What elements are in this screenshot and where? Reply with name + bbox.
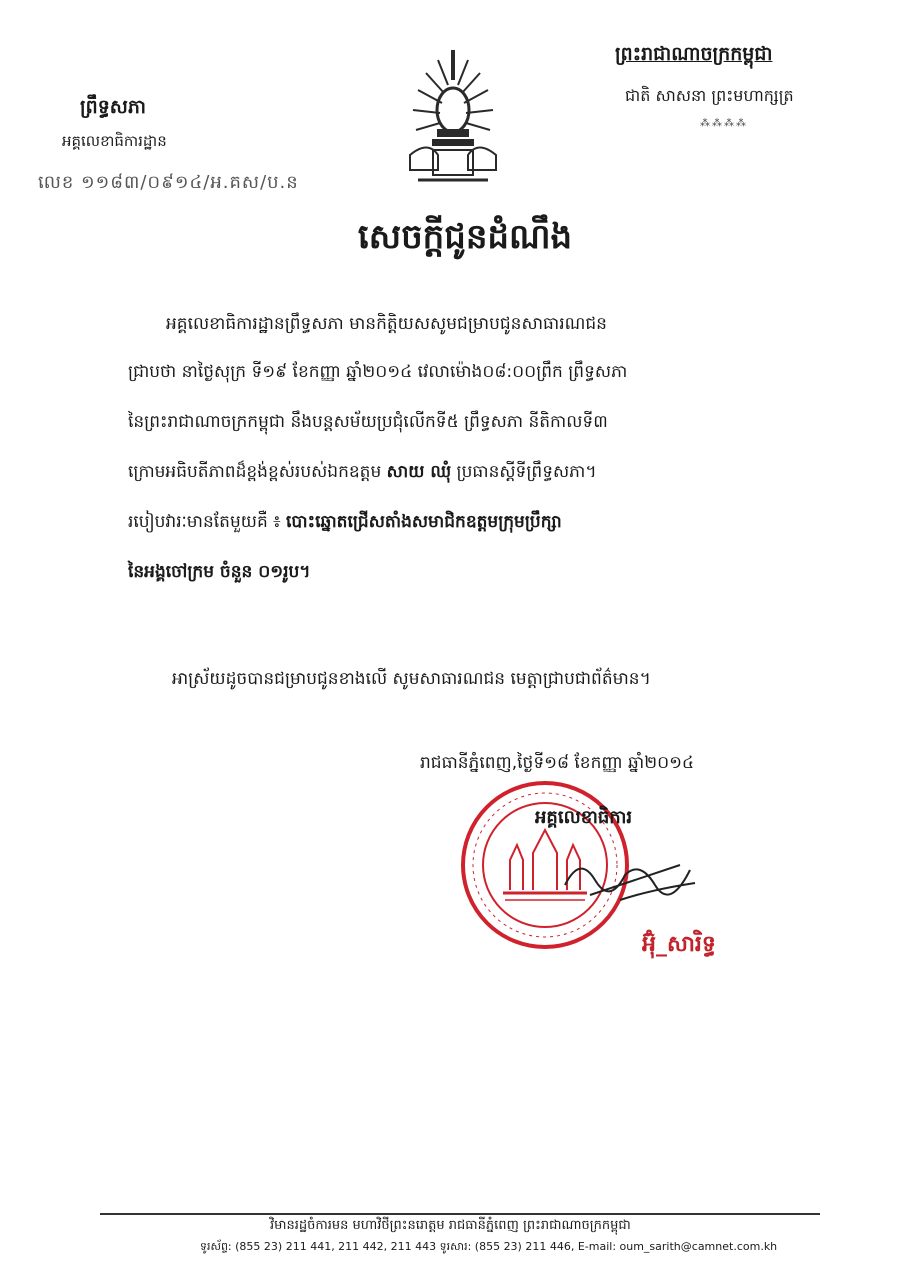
body-line-3: នៃព្រះរាជាណាចក្រកម្ពុជា នឹងបន្តសម័យប្រជុំលើកទី៥ ព្រឹទ្ធសភា នីតិកាលទី៣ <box>128 412 608 432</box>
closing-statement: អាស្រ័យដូចបានជម្រាបជូនខាងលើ សូមសាធារណជន មេត្តាជ្រាបជាព័ត៌មាន។ <box>172 669 651 689</box>
kingdom-heading: ព្រះរាជាណាចក្រកម្ពុជា <box>615 43 773 65</box>
reference-number: លេខ ១១៨៣/០៩១៤/អ.គស/ប.ន <box>38 172 299 193</box>
body-line-5 <box>128 510 828 536</box>
cambodia-emblem-icon <box>398 45 508 189</box>
footer-contact: ទូរស័ព្ទ: (855 23) 211 441, 211 442, 211 443 ទូរសារ: (855 23) 211 446, E-mail: oum_sarith@camnet.com.kh <box>200 1240 778 1253</box>
body-line-4-role: ប្រធានស្តីទីព្រឹទ្ធសភា។ <box>451 462 597 482</box>
body-line-4 <box>128 460 828 486</box>
footer-divider <box>100 1213 820 1215</box>
body-line-6: នៃអង្គចៅក្រម ចំនួន ០១រូប។ <box>128 562 311 582</box>
body-line-1: អគ្គលេខាធិការដ្ឋានព្រឹទ្ធសភា មានកិត្តិយសសូមជម្រាបជូនសាធារណជន <box>166 314 607 334</box>
signer-title: អគ្គលេខាធិការ <box>535 807 633 828</box>
body-line-4-text: ក្រោមអធិបតីភាពដ៏ខ្ពង់ខ្ពស់របស់ឯកឧត្តម <box>128 462 387 482</box>
institution-name: ព្រឹទ្ធសភា <box>80 96 146 118</box>
notice-body <box>128 312 828 338</box>
agenda-label: របៀបវារៈមានតែមួយគឺ ៖ <box>128 512 287 532</box>
signature-icon <box>560 845 700 919</box>
body-line-2: ជ្រាបថា នាថ្ងៃសុក្រ ទី១៩ ខែកញ្ញា ឆ្នាំ២០១៤ វេលាម៉ោង០៨:០០ព្រឹក ព្រឹទ្ធសភា <box>128 362 628 382</box>
document-title: សេចក្តីជូនដំណឹង <box>357 217 573 257</box>
footer-address: វិមានរដ្ឋចំការមន មហាវិថីព្រះនរោត្តម រាជធានីភ្នំពេញ ព្រះរាជាណាចក្រកម្ពុជា <box>270 1218 631 1233</box>
agenda-item: បោះឆ្នោតជ្រើសតាំងសមាជិកឧត្តមក្រុមប្រឹក្សា <box>286 512 562 532</box>
senate-president-name: សាយ ឈុំ <box>386 462 452 482</box>
signer-name: អ៊ុំ_សារិទ្ធ <box>642 932 716 957</box>
department-name: អគ្គលេខាធិការដ្ឋាន <box>62 132 167 150</box>
national-motto: ជាតិ សាសនា ព្រះមហាក្សត្រ <box>625 86 794 105</box>
decorative-divider: ⁂⁂⁂⁂ <box>700 118 748 129</box>
date-line: រាជធានីភ្នំពេញ,ថ្ងៃទី១៨ ខែកញ្ញា ឆ្នាំ២០១៤ <box>420 753 695 773</box>
